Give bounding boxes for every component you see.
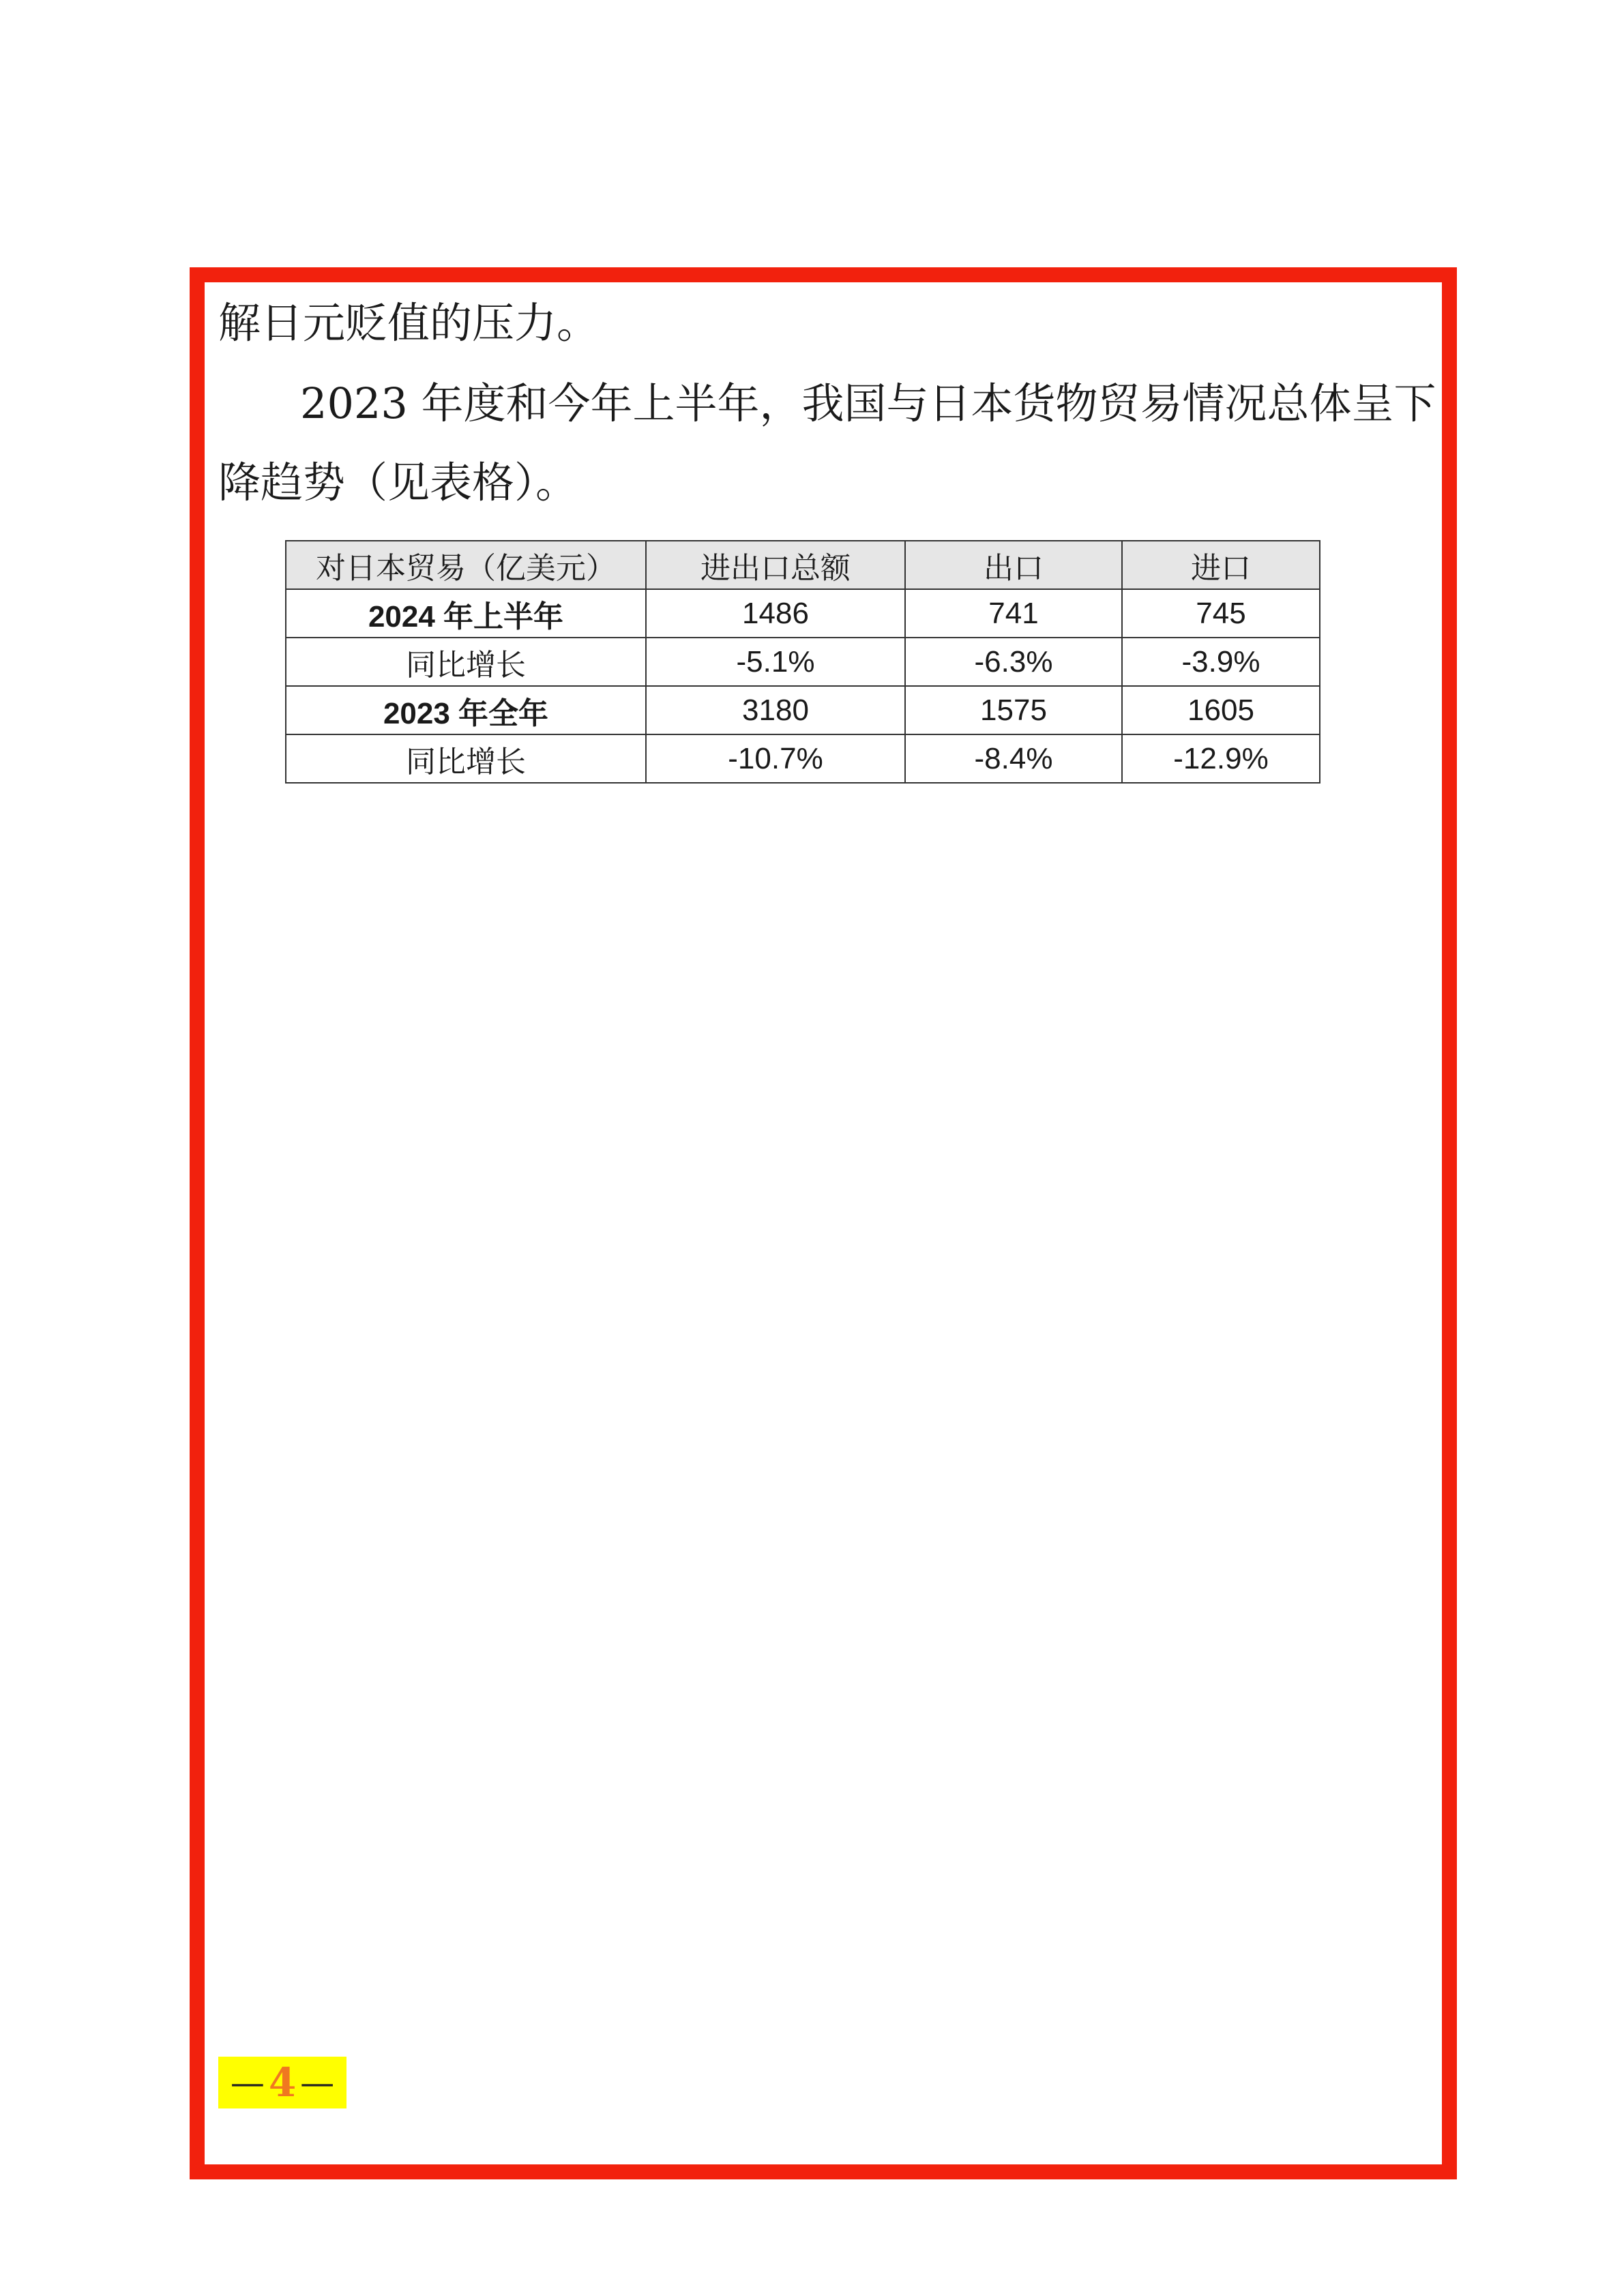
- cell-total: 3180: [646, 686, 905, 734]
- cell-export: -8.4%: [905, 734, 1122, 783]
- header-export: 出口: [905, 541, 1122, 589]
- japan-trade-table: [285, 540, 1320, 784]
- table-row: [286, 638, 1320, 686]
- cell-import: -3.9%: [1122, 638, 1320, 686]
- cell-export: -6.3%: [905, 638, 1122, 686]
- row-label-2024h1: 2024 年上半年: [286, 589, 646, 638]
- table-header-row: [286, 541, 1320, 589]
- cell-import: 745: [1122, 589, 1320, 638]
- row-label-yoy: 同比增长: [286, 734, 646, 783]
- paragraph-line-1: 解日元贬值的压力。: [218, 298, 600, 348]
- cell-import: 1605: [1122, 686, 1320, 734]
- paragraph-line-3: 降趋势（见表格）。: [218, 458, 578, 507]
- header-import: 进口: [1122, 541, 1320, 589]
- header-total: 进出口总额: [646, 541, 905, 589]
- table-row: [286, 734, 1320, 783]
- cell-total: -10.7%: [646, 734, 905, 783]
- page-number: 4: [268, 2059, 297, 2106]
- row-label-2023: 2023 年全年: [286, 686, 646, 734]
- cell-total: -5.1%: [646, 638, 905, 686]
- table-row: [286, 686, 1320, 734]
- paragraph-line-2: 2023 年度和今年上半年，我国与日本货物贸易情况总体呈下: [300, 378, 1436, 428]
- cell-export: 741: [905, 589, 1122, 638]
- page-number-dash-right: —: [300, 2063, 335, 2102]
- cell-export: 1575: [905, 686, 1122, 734]
- cell-total: 1486: [646, 589, 905, 638]
- page-number-dash-left: —: [230, 2063, 265, 2102]
- header-category: 对日本贸易（亿美元）: [286, 541, 646, 589]
- table-row: [286, 589, 1320, 638]
- cell-import: -12.9%: [1122, 734, 1320, 783]
- row-label-yoy: 同比增长: [286, 638, 646, 686]
- page-number-badge: [218, 2057, 346, 2108]
